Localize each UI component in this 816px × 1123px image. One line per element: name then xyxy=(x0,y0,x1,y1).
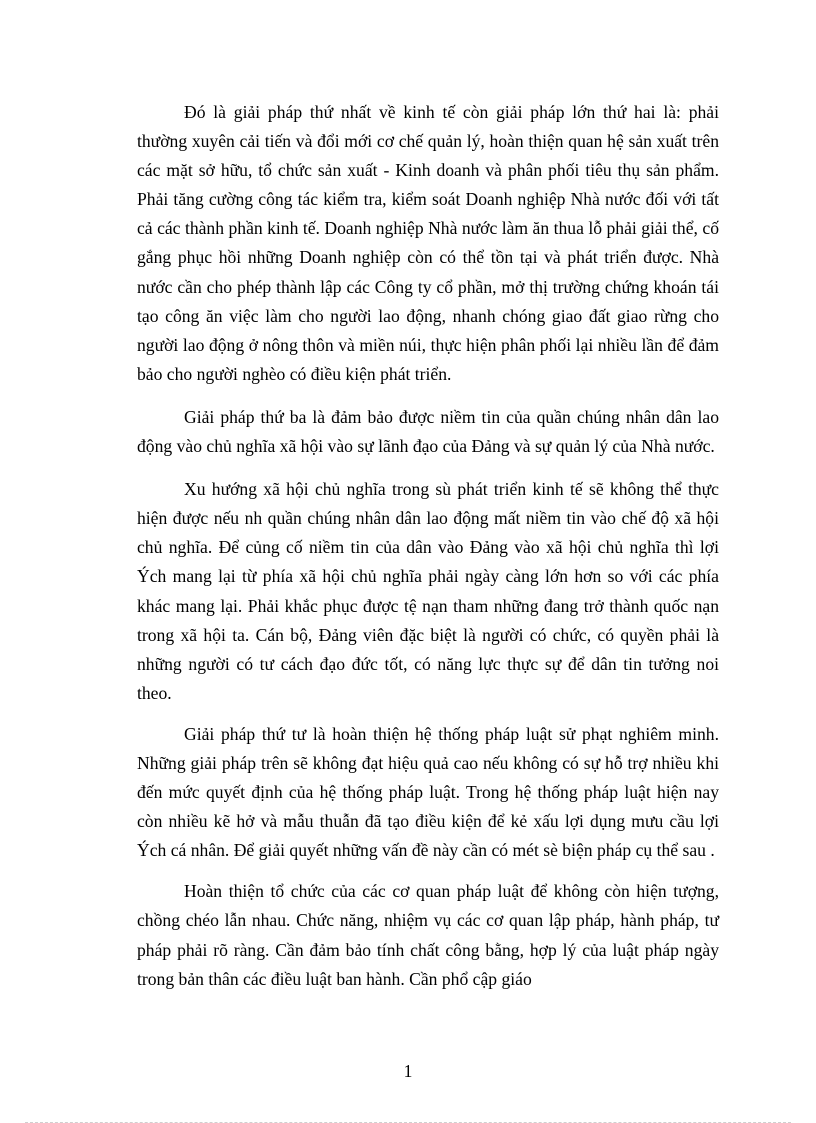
paragraph-economic-solution: Đó là giải pháp thứ nhất về kinh tế còn giải pháp lớn thứ hai là: phải thường xuyên cải tiến và đổi mới cơ chế quản lý, hoàn thiện quan hệ sản xuất trên các mặt sở hữu, tổ chức sản xuất - Kinh doanh và phân phối tiêu thụ sản phẩm. Phải tăng cường công tác kiểm tra, kiểm soát Doanh nghiệp Nhà nước đối với tất cả các thành phần kinh tế. Doanh nghiệp Nhà nước làm ăn thua lỗ phải giải thể, cố gắng phục hồi những Doanh nghiệp còn có thể tồn tại và phát triển được. Nhà nước cần cho phép thành lập các Công ty cổ phần, mở thị trường chứng khoán tái tạo công ăn việc làm cho người lao động, nhanh chóng giao đất giao rừng cho người lao động ở nông thôn và miền núi, thực hiện phân phối lại nhiều lần để đảm bảo cho người nghèo có điều kiện phát triển. xyxy=(137,102,719,384)
paragraph-socialist-trend: Xu hướng xã hội chủ nghĩa trong sù phát triển kinh tế sẽ không thể thực hiện được nếu nh quần chúng nhân dân lao động mất niềm tin vào chế độ xã hội chủ nghĩa. Để củng cố niềm tin của dân vào Đảng vào xã hội chủ nghĩa thì lợi Ých mang lại từ phía xã hội chủ nghĩa phải ngày càng lớn hơn so với các phía khác mang lại. Phải khắc phục được tệ nạn tham những đang trở thành quốc nạn trong xã hội ta. Cán bộ, Đảng viên đặc biệt là người có chức, có quyền phải là những người có tư cách đạo đức tốt, có năng lực thực sự để dân tin tưởng noi theo. xyxy=(137,479,719,703)
paragraph-fourth-solution: Giải pháp thứ tư là hoàn thiện hệ thống pháp luật sử phạt nghiêm minh. Những giải pháp trên sẽ không đạt hiệu quả cao nếu không có sự hỗ trợ nhiều khi đến mức quyết định của hệ thống pháp luật. Trong hệ thống pháp luật hiện nay còn nhiều kẽ hở và mẫu thuẫn đã tạo điều kiện để kẻ xấu lợi dụng mưu cầu lợi Ých cá nhân. Để giải quyết những vấn đề này cần có mét sè biện pháp cụ thể sau . xyxy=(137,723,719,861)
paragraph-legal-organization: Hoàn thiện tổ chức của các cơ quan pháp luật để không còn hiện tượng, chồng chéo lẫn nhau. Chức năng, nhiệm vụ các cơ quan lập pháp, hành pháp, tư pháp phải rõ ràng. Cần đảm bảo tính chất công bằng, hợp lý của luật pháp ngày trong bản thân các điều luật ban hành. Cần phổ cập giáo xyxy=(137,881,719,989)
page-number: 1 xyxy=(403,1061,413,1081)
paragraph-third-solution: Giải pháp thứ ba là đảm bảo được niềm tin của quần chúng nhân dân lao động vào chủ nghĩa xã hội vào sự lãnh đạo của Đảng và sự quản lý của Nhà nước. xyxy=(137,406,719,457)
document-body xyxy=(137,98,719,1006)
